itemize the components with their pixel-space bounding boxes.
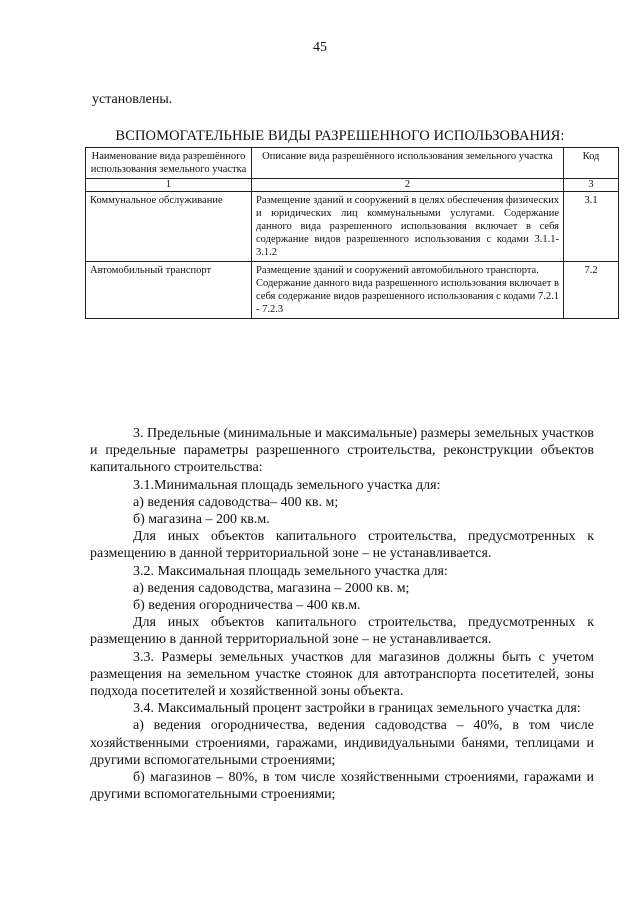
paragraph: 3.1.Минимальная площадь земельного участка для:	[133, 477, 441, 493]
list-item: а) ведения садоводства, магазина – 2000 кв. м;	[133, 580, 410, 596]
column-number: 3	[564, 179, 619, 192]
paragraph: 3.2. Максимальная площадь земельного участка для:	[133, 563, 448, 579]
table-row	[86, 192, 619, 262]
table-header-row	[86, 148, 619, 179]
permitted-use-table	[85, 147, 619, 319]
use-name: Коммунальное обслуживание	[86, 192, 252, 262]
column-number: 1	[86, 179, 252, 192]
table-heading: ВСПОМОГАТЕЛЬНЫЕ ВИДЫ РАЗРЕШЕННОГО ИСПОЛЬЗОВАНИЯ:	[115, 128, 565, 144]
use-description	[252, 192, 564, 262]
use-code: 7.2	[564, 262, 619, 319]
list-item: б) магазинов – 80%, в том числе хозяйственными строениями, гаражами и другими вспомогательными строениями;	[90, 770, 594, 803]
list-item: а) ведения огородничества, ведения садоводства – 40%, в том числе хозяйственными строениями, гаражами, индивидуальными банями, теплицами и другими вспомогательными строениями;	[90, 718, 594, 768]
paragraph: 3.4. Максимальный процент застройки в границах земельного участка для:	[133, 701, 581, 717]
intro-text: установлены.	[92, 92, 173, 107]
list-item: а) ведения садоводства– 400 кв. м;	[133, 494, 339, 510]
description-text: Размещение зданий и сооружений автомобильного транспорта.	[256, 265, 539, 276]
list-item: б) ведения огородничества – 400 кв.м.	[133, 598, 361, 614]
paragraph: 3. Предельные (минимальные и максимальные) размеры земельных участков и предельные параметры разрешенного строительства, реконструкции объектов капитального строительства:	[90, 426, 594, 476]
header-name: Наименование вида разрешённого использования земельного участка	[86, 148, 252, 179]
page-number: 45	[313, 40, 327, 55]
table-row	[86, 262, 619, 319]
header-code: Код	[564, 148, 619, 179]
description-text: Размещение зданий и сооружений в целях обеспечения физических и юридических лиц коммунальными услугами. Содержание данного вида разрешенного использования включает в себя содержание видов разрешенного использования с кодами 3.1.1-3.1.2	[256, 195, 559, 258]
use-name: Автомобильный транспорт	[86, 262, 252, 319]
use-description	[252, 262, 564, 319]
use-code: 3.1	[564, 192, 619, 262]
description-text: Содержание данного вида разрешенного использования включает в себя содержание видов разрешенного использования с кодами 7.2.1 - 7.2.3	[256, 278, 559, 315]
body-text	[90, 425, 594, 803]
list-item: б) магазина – 200 кв.м.	[133, 512, 270, 528]
paragraph: Для иных объектов капитального строительства, предусмотренных к размещению в данной территориальной зоне – не устанавливается.	[90, 615, 594, 648]
header-description: Описание вида разрешённого использования земельного участка	[252, 148, 564, 179]
column-number: 2	[252, 179, 564, 192]
paragraph: 3.3. Размеры земельных участков для магазинов должны быть с учетом размещения на земельном участке стоянок для автотранспорта посетителей, зоны подхода посетителей и хозяйственной зоны объекта.	[90, 649, 594, 700]
paragraph: Для иных объектов капитального строительства, предусмотренных к размещению в данной территориальной зоне – не устанавливается.	[90, 529, 594, 562]
column-number-row	[86, 179, 619, 192]
